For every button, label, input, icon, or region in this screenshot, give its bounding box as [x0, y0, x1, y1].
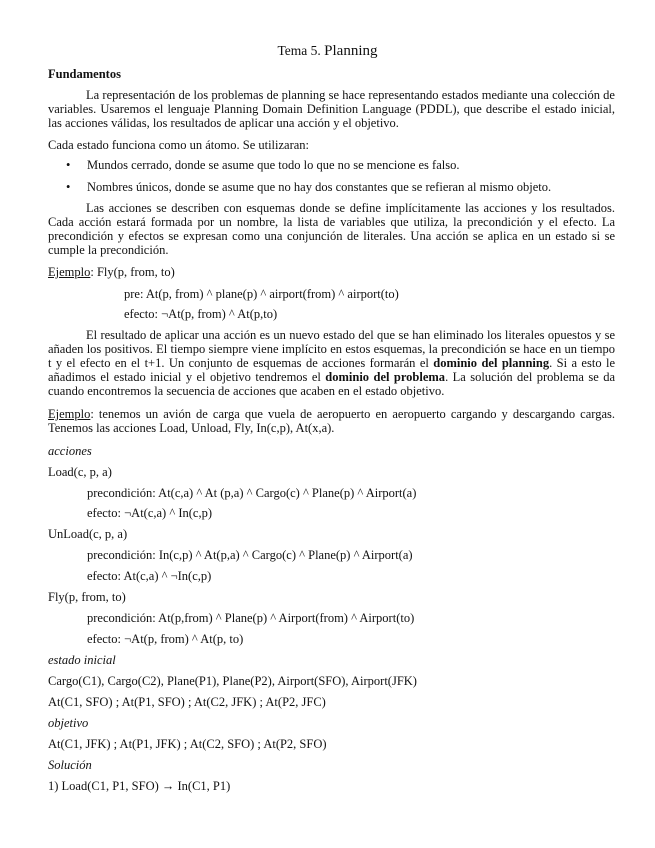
goal-label: objetivo — [48, 716, 89, 730]
initial-state-label: estado inicial — [48, 653, 116, 667]
intro-paragraph: La representación de los problemas de planning se hace representando estados mediante una colección de variables. Usaremos el lenguaje Planning Domain Definition Language (PDDL), que describe el estado inicial, las acciones válidas, los resultados de aplicar una acción y el objetivo. — [48, 88, 615, 130]
example2-paragraph — [48, 407, 615, 435]
example1-text: : Fly(p, from, to) — [90, 265, 175, 279]
solution-label: Solución — [48, 758, 92, 772]
result-text-1: El resultado de aplicar una acción es un nuevo estado del que se han eliminado los literales opuestos y se añaden los positivos. El tiempo siempre viene implícito en estos esquemas, la precondición se hace en un tiempo t y el efecto en el t+1. Un conjunto de esquemas de acciones formarán el — [48, 328, 615, 370]
example1-label: Ejemplo — [48, 265, 91, 279]
action-name: UnLoad(c, p, a) — [48, 527, 128, 541]
action-precondition: precondición: At(c,a) ^ At (p,a) ^ Cargo(c) ^ Plane(p) ^ Airport(a) — [87, 486, 417, 500]
actions-paragraph: Las acciones se describen con esquemas donde se define implícitamente las acciones y los resultados. Cada acción estará formada por un nombre, la lista de variables que utiliza, la precondición y el efecto. La precondición y efectos se expresan como una conjunción de literales. Una acción se aplica en un estado si se cumple la precondición. — [48, 201, 615, 257]
initial-state-line: At(C1, SFO) ; At(P1, SFO) ; At(C2, JFK) ; At(P2, JFC) — [48, 695, 326, 709]
title-topic: Planning — [324, 43, 378, 59]
solution-line: 1) Load(C1, P1, SFO) → In(C1, P1) — [48, 779, 231, 793]
example1-line — [48, 265, 615, 279]
example2-label: Ejemplo — [48, 407, 91, 421]
bullet-item: Nombres únicos, donde se asume que no hay dos constantes que se refieran al mismo objeto. — [87, 180, 552, 194]
result-text-2: . Si a esto le añadimos el estado inicial y el objetivo tendremos el — [48, 356, 616, 384]
result-text-3: . La solución del problema se da cuando encontremos la secuencia de acciones que acaben en el estado objetivo. — [48, 370, 615, 398]
bullet-marker: • — [66, 158, 71, 172]
action-name: Fly(p, from, to) — [48, 590, 126, 604]
action-effect: efecto: At(c,a) ^ ¬In(c,p) — [87, 569, 212, 583]
result-bold-1: dominio del planning — [433, 356, 550, 370]
page-title — [0, 43, 655, 60]
bullet-marker: • — [66, 180, 71, 194]
result-paragraph — [48, 328, 615, 398]
actions-label: acciones — [48, 444, 92, 458]
action-precondition: precondición: At(p,from) ^ Plane(p) ^ Airport(from) ^ Airport(to) — [87, 611, 415, 625]
result-bold-2: dominio del problema — [325, 370, 446, 384]
example2-text: : tenemos un avión de carga que vuela de aeropuerto en aeropuerto cargando y descargando cargas. Tenemos las acciones Load, Unload, Fly, In(c,p), At(x,a). — [48, 407, 615, 435]
action-name: Load(c, p, a) — [48, 465, 112, 479]
action-effect: efecto: ¬At(c,a) ^ In(c,p) — [87, 506, 212, 520]
title-prefix: Tema 5. — [277, 43, 321, 58]
action-effect: efecto: ¬At(p, from) ^ At(p, to) — [87, 632, 244, 646]
goal-line: At(C1, JFK) ; At(P1, JFK) ; At(C2, SFO) ; At(P2, SFO) — [48, 737, 327, 751]
initial-state-line: Cargo(C1), Cargo(C2), Plane(P1), Plane(P2), Airport(SFO), Airport(JFK) — [48, 674, 417, 688]
action-precondition: precondición: In(c,p) ^ At(p,a) ^ Cargo(c) ^ Plane(p) ^ Airport(a) — [87, 548, 413, 562]
example1-effect: efecto: ¬At(p, from) ^ At(p,to) — [124, 307, 278, 321]
state-line: Cada estado funciona como un átomo. Se utilizaran: — [48, 138, 310, 152]
bullet-item: Mundos cerrado, donde se asume que todo lo que no se mencione es falso. — [87, 158, 460, 172]
section-heading: Fundamentos — [48, 67, 121, 81]
example1-pre: pre: At(p, from) ^ plane(p) ^ airport(from) ^ airport(to) — [124, 287, 399, 301]
